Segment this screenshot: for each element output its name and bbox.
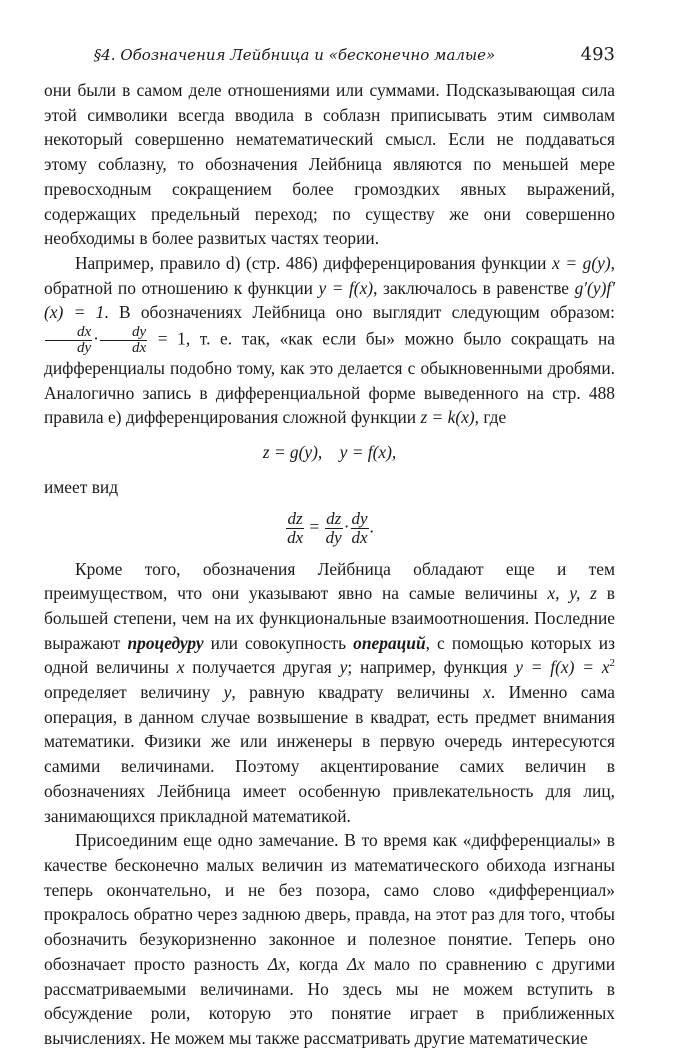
formula-product: g′(y)f′(x) = 1 xyxy=(44,277,615,323)
fraction-dy-dx-2: $\frac{dy}{dx}$ xyxy=(351,508,368,547)
fraction-dx-dy: $\frac{dx}{dy}$ xyxy=(45,325,92,356)
emphasis-operations: операций xyxy=(353,632,426,653)
section-title: §4. Обозначения Лейбница и «бесконечно малые» xyxy=(93,46,496,64)
display-equation-1: z = g(y), y = f(x), xyxy=(262,442,397,463)
paragraph-3: имеет вид xyxy=(44,476,119,497)
formula-composite: z = k(x) xyxy=(420,407,475,428)
paragraph-1: они были в самом деле отношениями или суммами. Подсказывающая сила этой символики всегда вводила в соблазн приписывать этим символам некоторый совершенно нематематический смысл. Если не поддаваться этому соблазну, то обозначения Лейбница являются по меньшей мере превосходным сокращением более громоздких явных выражений, содержащих предельный переход; по существу же они совершенно необходимы в более развитых частях теории. xyxy=(44,80,615,249)
formula-function: y = f(x) xyxy=(318,277,374,298)
fraction-dz-dx: $\frac{dz}{dx}$ xyxy=(287,508,304,547)
display-equation-2: $\frac{dz}{dx}$ = $\frac{dz}{dy}$ · $\frac{dy}{dx}$ . xyxy=(287,508,374,547)
emphasis-procedure: процедуру xyxy=(127,632,204,653)
page-number: 493 xyxy=(580,44,615,65)
formula-inverse: x = g(y) xyxy=(552,252,611,273)
formula-square: y = f(x) = x xyxy=(515,657,610,678)
body-text xyxy=(44,78,615,1051)
paragraph-5: Присоединим еще одно замечание. В то время как «дифференциалы» в качестве бесконечно малых величин из математического обихода изгнаны теперь окончательно, и не без позора, само слово «дифференциал» прокралось обратно через заднюю дверь, правда, на этот раз для того, чтобы обозначить безукоризненно законное и полезное понятие. Теперь оно обозначает просто разность Δx, когда Δx мало по сравнению с другими рассматриваемыми величинами. Но здесь мы не можем вступить в обсуждение роли, которую это понятие играет в приближенных вычислениях. Не можем мы также рассматривать другие математические xyxy=(44,830,616,1048)
paragraph-2: Например, правило d) (стр. 486) дифференцирования функции x = g(y), обратной по отношению к функции y = f(x), заключалось в равенстве g′(y)f′(x) = 1. В обозначениях Лейбница оно выглядит следующим образом: $\frac{dx}{dy}$ · $\frac{dy}{dx}$ = 1, т. е. так, «как если бы» можно было сокращать на дифференциалы подобно тому, как это делается с обыкновенными дробями. Аналогично запись в дифференциальной форме выведенного на стр. 488 правила e) дифференцирования сложной функции z = k(x), где xyxy=(44,252,615,428)
running-head xyxy=(44,44,615,70)
fraction-dy-dx: $\frac{dy}{dx}$ xyxy=(100,325,147,356)
fraction-dz-dy: $\frac{dz}{dy}$ xyxy=(325,508,342,547)
paragraph-4: Кроме того, обозначения Лейбница обладают еще и тем преимуществом, что они указывают явно на самые величины x, y, z в большей степени, чем на их функциональные взаимоотношения. Последние выражают процедуру или совокупность операций, с помощью которых из одной величины x получается другая y; например, функция $y = f(x) = x^2$ определяет величину y, равную квадрату величины x. Именно сама операция, в данном случае возвышение в квадрат, есть предмет внимания математики. Физики же или инженеры в первую очередь интересуются самими величинами. Поэтому акцентирование самих величин в обозначениях Лейбница имеет особенную привлекательность для лиц, занимающихся прикладной математикой. xyxy=(44,558,615,826)
